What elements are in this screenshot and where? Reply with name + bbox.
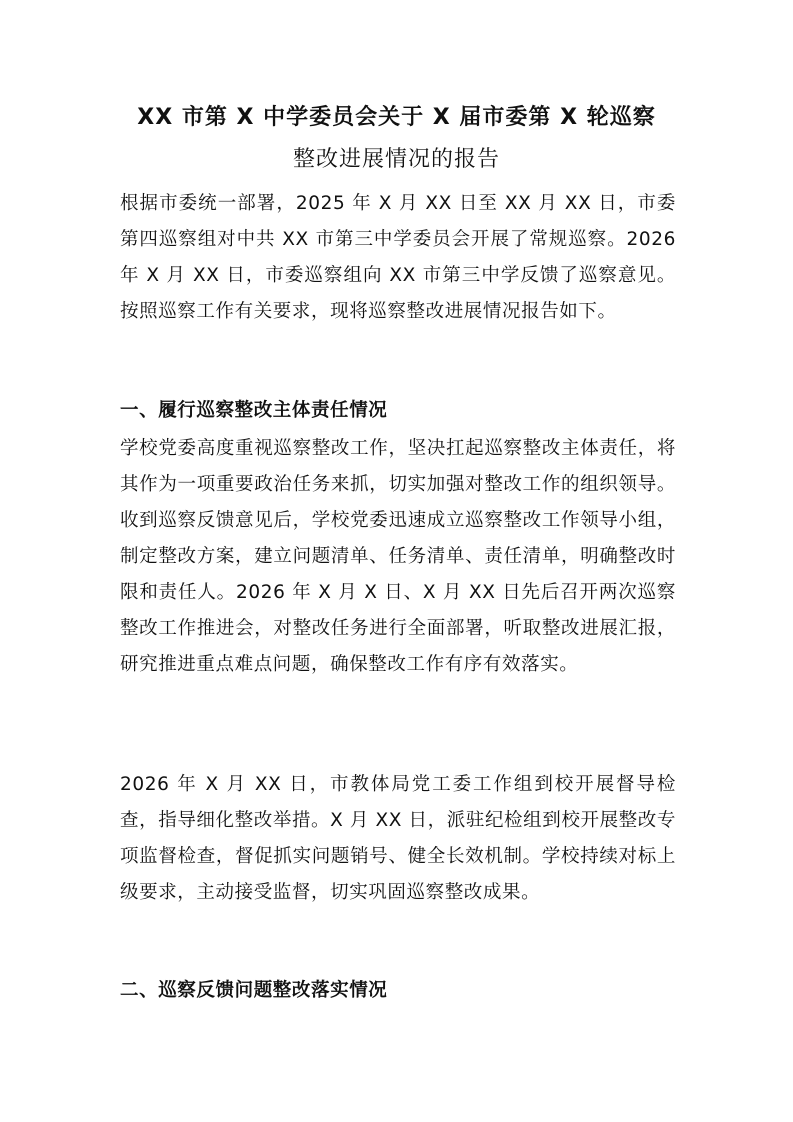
document-title-line-2: 整改进展情况的报告	[292, 147, 500, 172]
intro-paragraph: 根据市委统一部署，2025 年 X 月 XX 日至 XX 月 XX 日，市委第四巡察组对中共 XX 市第三中学委员会开展了常规巡察。2026 年 X 月 XX 日，市委巡察组向 XX 市第三中学反馈了巡察意见。按照巡察工作有关要求，现将巡察整改进展情况报告如下。	[120, 193, 676, 322]
section-heading-2: 二、巡察反馈问题整改落实情况	[120, 980, 388, 1001]
section-1-paragraph-2: 2026 年 X 月 XX 日，市教体局党工委工作组到校开展督导检查，指导细化整改举措。X 月 XX 日，派驻纪检组到校开展整改专项监督检查，督促抓实问题销号、健全长效机制。学校持续对标上级要求，主动接受监督，切实巩固巡察整改成果。	[120, 774, 676, 903]
section-heading-1: 一、履行巡察整改主体责任情况	[120, 400, 388, 421]
section-1-paragraph-1: 学校党委高度重视巡察整改工作，坚决扛起巡察整改主体责任，将其作为一项重要政治任务来抓，切实加强对整改工作的组织领导。收到巡察反馈意见后，学校党委迅速成立巡察整改工作领导小组，制定整改方案，建立问题清单、任务清单、责任清单，明确整改时限和责任人。2026 年 X 月 X 日、X 月 XX 日先后召开两次巡察整改工作推进会，对整改任务进行全面部署，听取整改进展汇报，研究推进重点难点问题，确保整改工作有序有效落实。	[120, 438, 676, 675]
document-title-line-1: XX 市第 X 中学委员会关于 X 届市委第 X 轮巡察	[137, 105, 656, 130]
